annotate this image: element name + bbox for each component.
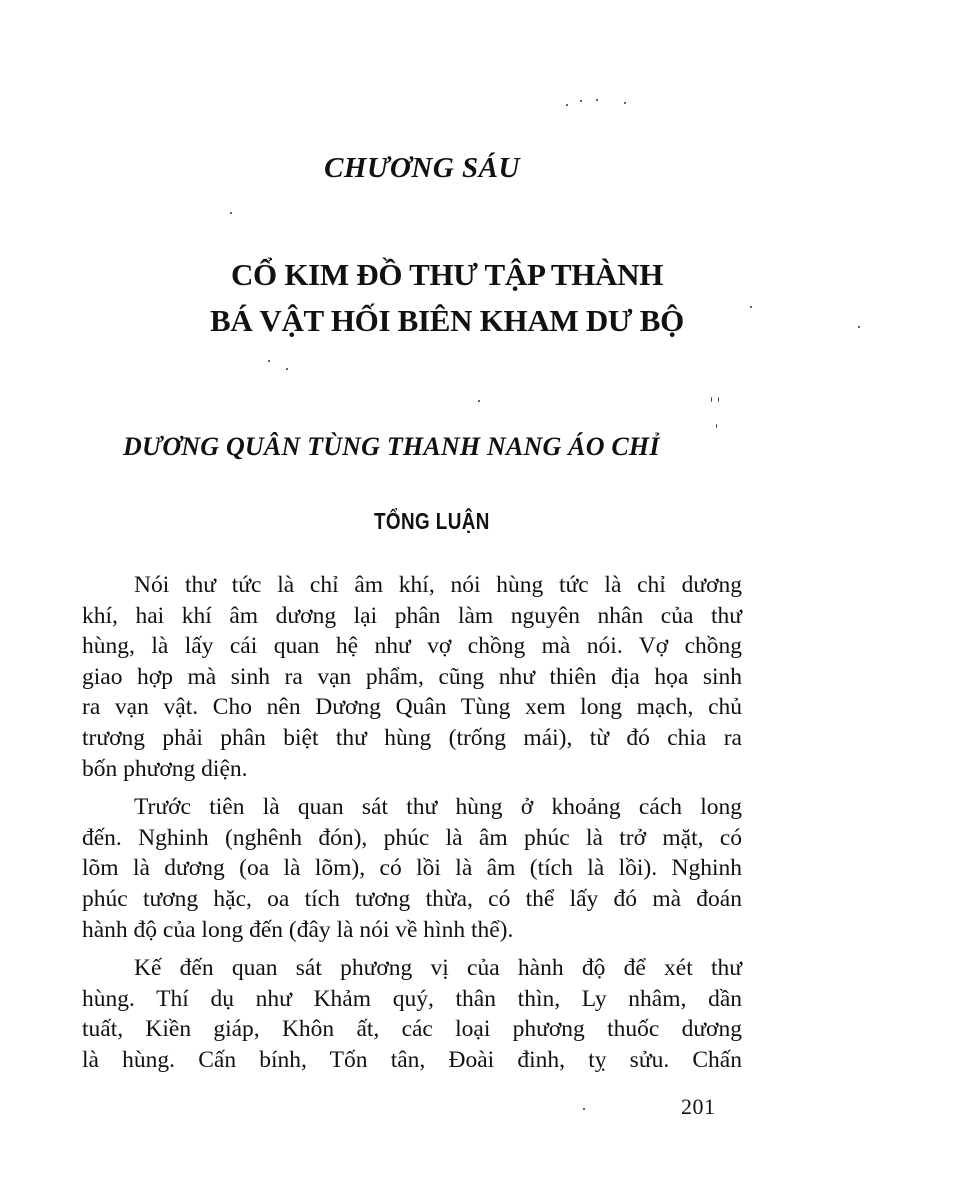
text-line: lõm là dương (oa là lõm), có lồi là âm (tích là lồi). Nghinh [82, 855, 742, 882]
text-line: Trước tiên là quan sát thư hùng ở khoảng cách long [134, 794, 742, 821]
chapter-title [0, 252, 954, 344]
scan-speck [624, 102, 626, 104]
scan-speck [596, 99, 598, 101]
paragraph [82, 792, 742, 945]
text-line: bốn phương diện. [82, 755, 248, 782]
scan-speck [268, 360, 270, 362]
text-line: giao hợp mà sinh ra vạn phẩm, cũng như thiên địa họa sinh [82, 663, 742, 690]
scan-speck [580, 100, 582, 102]
scan-speck [478, 400, 480, 402]
text-line: khí, hai khí âm dương lại phân làm nguyên nhân của thư [82, 602, 742, 629]
text-line: Kế đến quan sát phương vị của hành độ để xét thư [134, 955, 742, 982]
scan-speck [230, 212, 232, 214]
text-line: ra vạn vật. Cho nên Dương Quân Tùng xem long mạch, chủ [82, 694, 742, 721]
scan-speck [750, 306, 752, 308]
text-line: Nói thư tức là chỉ âm khí, nói hùng tức là chỉ dương [134, 572, 742, 598]
text-line: là hùng. Cấn bính, Tốn tân, Đoài đinh, tỵ sửu. Chấn [82, 1046, 742, 1073]
scan-speck [858, 326, 860, 328]
text-line: hành độ của long đến (đây là nói về hình thể). [82, 916, 514, 943]
scan-speck [716, 424, 717, 428]
chapter-heading: CHƯƠNG SÁU [324, 152, 520, 184]
scan-speck [286, 368, 288, 370]
text-line: hùng, là lấy cái quan hệ như vợ chồng mà nói. Vợ chồng [82, 633, 742, 660]
scan-speck [718, 397, 719, 402]
text-line: hùng. Thí dụ như Khảm quý, thân thìn, Ly nhâm, dần [82, 985, 742, 1012]
text-line: tuất, Kiền giáp, Khôn ất, các loại phương thuốc dương [82, 1016, 742, 1043]
text-line: phúc tương hặc, oa tích tương thừa, có thể lấy đó mà đoán [82, 885, 742, 912]
paragraph [82, 570, 742, 784]
chapter-title-line: CỔ KIM ĐỒ THƯ TẬP THÀNH [230, 257, 664, 292]
text-line: đến. Nghinh (nghênh đón), phúc là âm phúc là trở mặt, có [82, 824, 742, 851]
page-number: 201 [681, 1094, 716, 1119]
subtitle: DƯƠNG QUÂN TÙNG THANH NANG ÁO CHỈ [123, 432, 660, 461]
text-line: trương phải phân biệt thư hùng (trống mái), từ đó chia ra [82, 724, 742, 751]
scan-speck [566, 104, 568, 106]
scan-speck [711, 397, 712, 402]
chapter-title-line: BÁ VẬT HỐI BIÊN KHAM DƯ BỘ [210, 303, 684, 338]
scan-speck [583, 1108, 585, 1110]
section-heading: TỔNG LUẬN [374, 508, 490, 534]
body-text [82, 570, 742, 1084]
paragraph [82, 953, 742, 1075]
